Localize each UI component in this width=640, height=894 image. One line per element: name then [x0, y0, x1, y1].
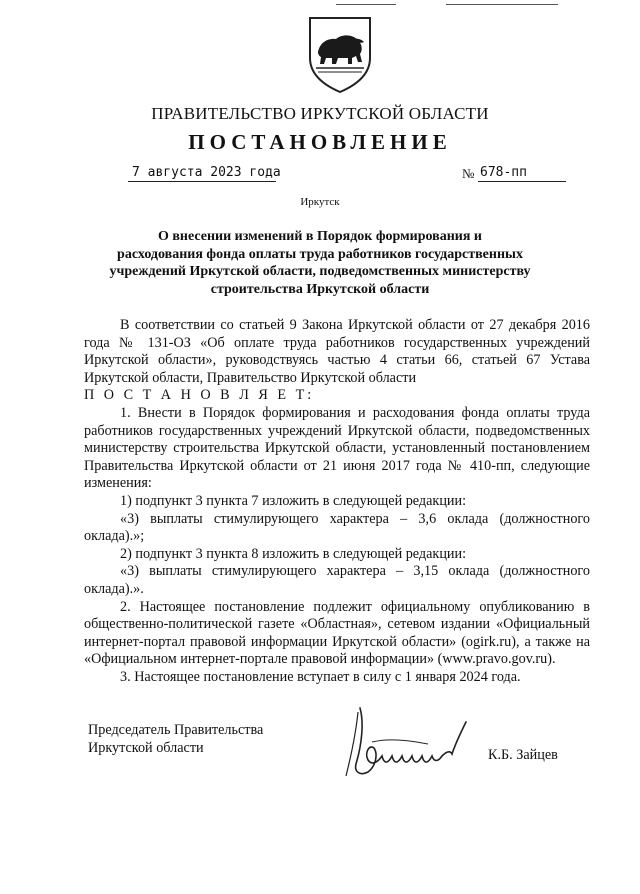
handwritten-signature — [338, 702, 478, 784]
signatory-position — [88, 722, 263, 757]
position-line: Председатель Правительства — [88, 722, 264, 738]
subparagraph-1-text: «3) выплаты стимулирующего характера – 3,6 оклада (должностного оклада).»; — [84, 510, 590, 545]
subparagraph-2: 2) подпункт 3 пункта 8 изложить в следующей редакции: — [120, 545, 467, 562]
resolves-heading: П О С Т А Н О В Л Я Е Т: — [84, 387, 315, 404]
document-title — [100, 228, 540, 298]
document-number: 678-пп — [480, 165, 527, 180]
subparagraph-2-text: «3) выплаты стимулирующего характера – 3,15 оклада (должностного оклада).». — [84, 563, 590, 597]
title-line: учреждений Иркутской области, подведомственных министерству — [109, 264, 531, 279]
preamble-paragraph: В соответствии со статьей 9 Закона Иркутской области от 27 декабря 2016 года № 131-ОЗ «Об оплате труда работников государственных учреждений Иркутской области», руководствуясь частью 4 статьи 66, статьей 67 Устава Иркутской области, Правительство Иркутской области — [84, 317, 590, 386]
document-date: 7 августа 2023 года — [132, 165, 281, 180]
paragraph-2: 2. Настоящее постановление подлежит официальному опубликованию в общественно-политической газете «Областная», сетевом издании «Официальный интернет-портал правовой информации Иркутской области» (ogirk.ru), а также на «Официальном интернет-портале правовой информации» (www.pravo.gov.ru). — [84, 598, 590, 668]
position-line: Иркутской области — [88, 739, 204, 756]
government-name: ПРАВИТЕЛЬСТВО ИРКУТСКОЙ ОБЛАСТИ — [151, 104, 489, 123]
subparagraph-1: 1) подпункт 3 пункта 7 изложить в следующей редакции: — [120, 492, 467, 509]
document-body — [84, 317, 590, 686]
number-sign: № — [462, 166, 475, 181]
document-type: ПОСТАНОВЛЕНИЕ — [188, 130, 452, 154]
title-line: О внесении изменений в Порядок формирования и — [157, 229, 483, 244]
coat-of-arms-emblem — [302, 12, 378, 94]
top-rule-right — [446, 4, 558, 5]
title-line: строительства Иркутской области — [210, 281, 430, 297]
document-city: Иркутск — [300, 196, 340, 208]
paragraph-1: 1. Внести в Порядок формирования и расходования фонда оплаты труда работников государственных учреждений Иркутской области, подведомственных министерству строительства Иркутской области, установленный постановлением Правительства Иркутской области от 21 июня 2017 года № 410-пп, следующие изменения: — [84, 404, 590, 492]
date-underline — [128, 181, 276, 182]
number-underline — [478, 181, 566, 182]
title-line: расходования фонда оплаты труда работников государственных — [117, 246, 523, 262]
paragraph-3: 3. Настоящее постановление вступает в силу с 1 января 2024 года. — [120, 668, 521, 685]
signatory-name: К.Б. Зайцев — [488, 747, 558, 763]
top-rule-left — [336, 4, 396, 5]
